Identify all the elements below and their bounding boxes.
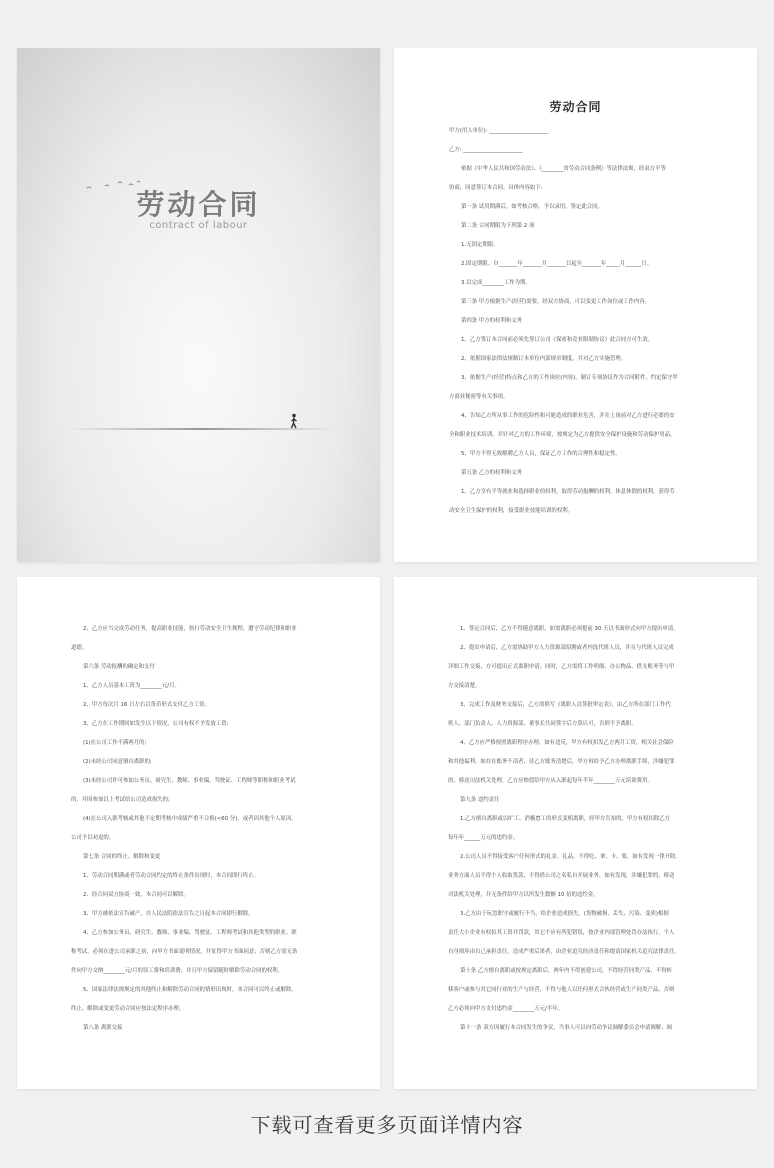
cover-subtitle: contract of labour bbox=[149, 220, 248, 231]
text-line: 业务方面人员不得个人收取货款，不得借公司之名私自开展业务，如有发现，涉嫌犯罪的，移送 bbox=[448, 873, 675, 879]
text-line: 每年年______万元的违约金。 bbox=[448, 835, 519, 841]
text-line: 自身损坏由自己承担责任，造成严重后果者，由企业追究经济责任和提请国家机关追究法律责任。 bbox=[448, 949, 680, 955]
text-line: 协商，同意签订本合同。具体内容如下: bbox=[449, 185, 543, 191]
text-line: (4)在公司入职考核或其他不定期考核中成绩严重不合格(<60 分)，或者因其他个人原因， bbox=[83, 816, 297, 822]
text-line: 5、国家法律法规规定的其他终止和解除劳动合同的情形出现时，本合同可以终止或解除。 bbox=[83, 987, 297, 993]
text-line: 第三条 甲方根据生产(经营)需要，经双方协商，可以变更工作岗位或工作内容。 bbox=[461, 299, 651, 305]
text-line: 3、甲方被依法宣告破产，自人民法院依法宣告之日起本合同即行解除。 bbox=[83, 911, 254, 917]
text-line: 移客户或参与其它同行业的生产与经营，不得与他人以任何形式合伙经营或生产同类产品，否则 bbox=[448, 987, 675, 993]
text-line: 详细工作交接，方可提出正式离职申请；同时，乙方需将工作明细、办公物品、借支账务等与甲 bbox=[448, 664, 675, 670]
text-line: 第十一条 双方因履行本合同发生的争议，当事人可以向劳动争议调解委员会申请调解；调 bbox=[460, 1025, 672, 1031]
text-line: 公司予以劝退的。 bbox=[71, 835, 115, 841]
text-line: 1.无固定期限。 bbox=[461, 242, 499, 248]
text-line: 第九条 违约责任 bbox=[460, 797, 500, 803]
text-line: 4、告知乙方所从事工作的危险性和可能造成的职业危害，并在上岗前对乙方进行必要的安 bbox=[461, 413, 675, 419]
document-page-4 bbox=[394, 577, 757, 1089]
text-line: 1、乙方人员基本工资为________元/月。 bbox=[83, 683, 180, 689]
text-line: 第五条 乙方的权利和义务 bbox=[461, 470, 523, 476]
text-line: 第二条 合同期限为下列第 2 项 bbox=[461, 223, 535, 229]
text-line: 2、经合同双方协商一致，本合同可以解除。 bbox=[83, 892, 189, 898]
document-page-3 bbox=[17, 577, 380, 1089]
text-line: 4、乙方参加公务员、研究生、教师、事业编、驾驶证、工程师考试和其他类型的职业、职 bbox=[83, 930, 297, 936]
text-line: 动安全卫生保护的权利，接受职业技能培训的权利。 bbox=[449, 508, 573, 514]
text-line: 3.乙方由于玩忽职守或履行不当，给企业造成损失，(货物破损、丢失、污染、变质)根据 bbox=[460, 911, 669, 917]
text-line: 依据《中华人民共和国劳动法》、《________省劳动合同条例》等法律法规，经双方平等 bbox=[461, 166, 666, 172]
text-line: 的，并因参加以上考试给公司造成损失的; bbox=[71, 797, 170, 803]
text-line: 第一条 试用期满后，如考核合格，予以录用，签定此合同。 bbox=[461, 204, 603, 210]
text-line: 2.公司人员不得接受客户任何形式的礼金、礼品，不得吃、拿、卡、要，如有发现一律开除。 bbox=[460, 854, 681, 860]
text-line: 3、依据生产(经营)特点和乙方的工作岗位(内容)，制订专项协议作为合同附件，约定保守甲 bbox=[461, 375, 678, 381]
text-line: 3、完成工作及财务交接后，乙方需填写《离职人员签批审定表》，由乙方所在部门工作代 bbox=[460, 702, 671, 708]
text-line: 4、乙方应严格按照离职程序办理，如有违反，甲方有权扣发乙方两月工资，相关社会保险 bbox=[460, 740, 674, 746]
text-line: 终止、解除或变更劳动合同应按法定程序办理。 bbox=[71, 1006, 185, 1012]
document-page-2 bbox=[394, 48, 757, 562]
text-line: (3)未经公司许可参加公务员、研究生、教师、事业编、驾驶证、工程师等职称和职业考试 bbox=[83, 778, 296, 784]
text-line: 2、依据国家法律法规制订本单位内部规章制度，并对乙方实施管理。 bbox=[461, 356, 627, 362]
text-line: 称考试，必须在进公司承职之初，向甲方书面说明情况，并征得甲方书面同意；否则乙方需无条 bbox=[71, 949, 298, 955]
text-line: 全和职业技术培训，并针对乙方的工作环境，按规定为乙方提供安全保护设施和劳动保护用品。 bbox=[449, 432, 676, 438]
text-line: 方交接清楚。 bbox=[448, 683, 481, 689]
text-line: 第十条 乙方擅自离职或按规定离职后，两年内不得创建公司，不得经营同类产品，不得转 bbox=[460, 968, 672, 974]
text-line: 1、劳动合同期满或者劳动合同约定的终止条件出现时，本合同即行终止。 bbox=[83, 873, 259, 879]
cover-title: 劳动合同 bbox=[136, 188, 261, 221]
text-line: 司法机关处理，并无条件给甲方以所发生数额 10 倍的违约金。 bbox=[448, 892, 599, 898]
text-line: 5、甲方不得无故解聘乙方人员，保证乙方工作的合理性和稳定性。 bbox=[461, 451, 621, 457]
text-line: 乙方: ______________________ bbox=[449, 147, 523, 153]
text-line: 甲方(用人单位): ______________________ bbox=[449, 128, 549, 134]
text-line: 责任大小企业有权扣其工资并罚款，其它不应有所犯错误，按企业内部管理处罚办法执行。个人 bbox=[448, 930, 675, 936]
text-line: 乙方必须向甲方支付违约金________万元/半年。 bbox=[448, 1006, 564, 1012]
cover-page bbox=[17, 48, 380, 562]
text-line: 1.乙方擅自离职或以旷工、消极怠工的形式变相离职，经甲方告知的，甲方有权扣除乙方 bbox=[460, 816, 670, 822]
text-line: 第八条 离职交接 bbox=[83, 1025, 123, 1031]
text-line: 1、乙方签订本合同前必须先签订公司《保密和竞业限制协议》此合同方可生效。 bbox=[461, 337, 654, 343]
text-line: 第六条 劳动报酬的确定和支付 bbox=[83, 664, 155, 670]
text-line: 1、乙方享有平等就业和选择职业的权利，取得劳动报酬的权利，休息休假的权利，获得劳 bbox=[461, 489, 675, 495]
text-line: 道德。 bbox=[71, 645, 88, 651]
text-line: (1)在公司工作不满两月的; bbox=[83, 740, 147, 746]
text-line: 班人、部门负责人、人力资源部、董事长共同签字后方算认可，否则不予离职。 bbox=[448, 721, 637, 727]
download-more-link[interactable]: 下载可查看更多页面详情内容 bbox=[250, 1113, 524, 1137]
text-line: 1、签定合同后，乙方不得随意离职，如需离职必须提前 30 天以书面形式向甲方提出申请。 bbox=[460, 626, 679, 632]
text-line: 3、乙方在工作期间如发生以下情况，公司有权不予发放工资: bbox=[83, 721, 229, 727]
text-line: 件向甲方交纳________元/月的误工费和培训费；并且甲方保留随时解除劳动合同的权利。 bbox=[71, 968, 284, 974]
text-line: 2、甲方每次月 16 日左右以货币形式支付乙方工资。 bbox=[83, 702, 210, 708]
text-line: 3.以完成________工作为期。 bbox=[461, 280, 531, 286]
text-line: (2)未经公司同意擅自离职的; bbox=[83, 759, 152, 765]
text-line: 方商业秘密等有关事项。 bbox=[449, 394, 509, 400]
text-line: 2.固定期限。自_______年_______月_______日起至_______年_____月______日。 bbox=[461, 261, 653, 267]
text-line: 2、提出申请后，乙方需协助甲方人力资源部招聘或者内选代班人员，并且与代班人员完成 bbox=[460, 645, 674, 651]
text-line: 第七条 合同的终止、解除和变更 bbox=[83, 854, 161, 860]
text-line: 的，移送司法机关处理，乙方应赔偿给甲方从入职起每年半年________万元培训费用。 bbox=[448, 778, 653, 784]
text-line: 和其他福利。如存在账务不清者，待乙方账务清楚后，甲方再给予乙方办理离职手续，涉嫌犯罪 bbox=[448, 759, 675, 765]
text-line: 第四条 甲方的权利和义务 bbox=[461, 318, 523, 324]
walking-person-icon bbox=[288, 413, 300, 429]
document-title: 劳动合同 bbox=[549, 100, 602, 114]
text-line: 2、乙方应当完成劳动任务，提高职业技能，执行劳动安全卫生规程，遵守劳动纪律和职业 bbox=[83, 626, 297, 632]
